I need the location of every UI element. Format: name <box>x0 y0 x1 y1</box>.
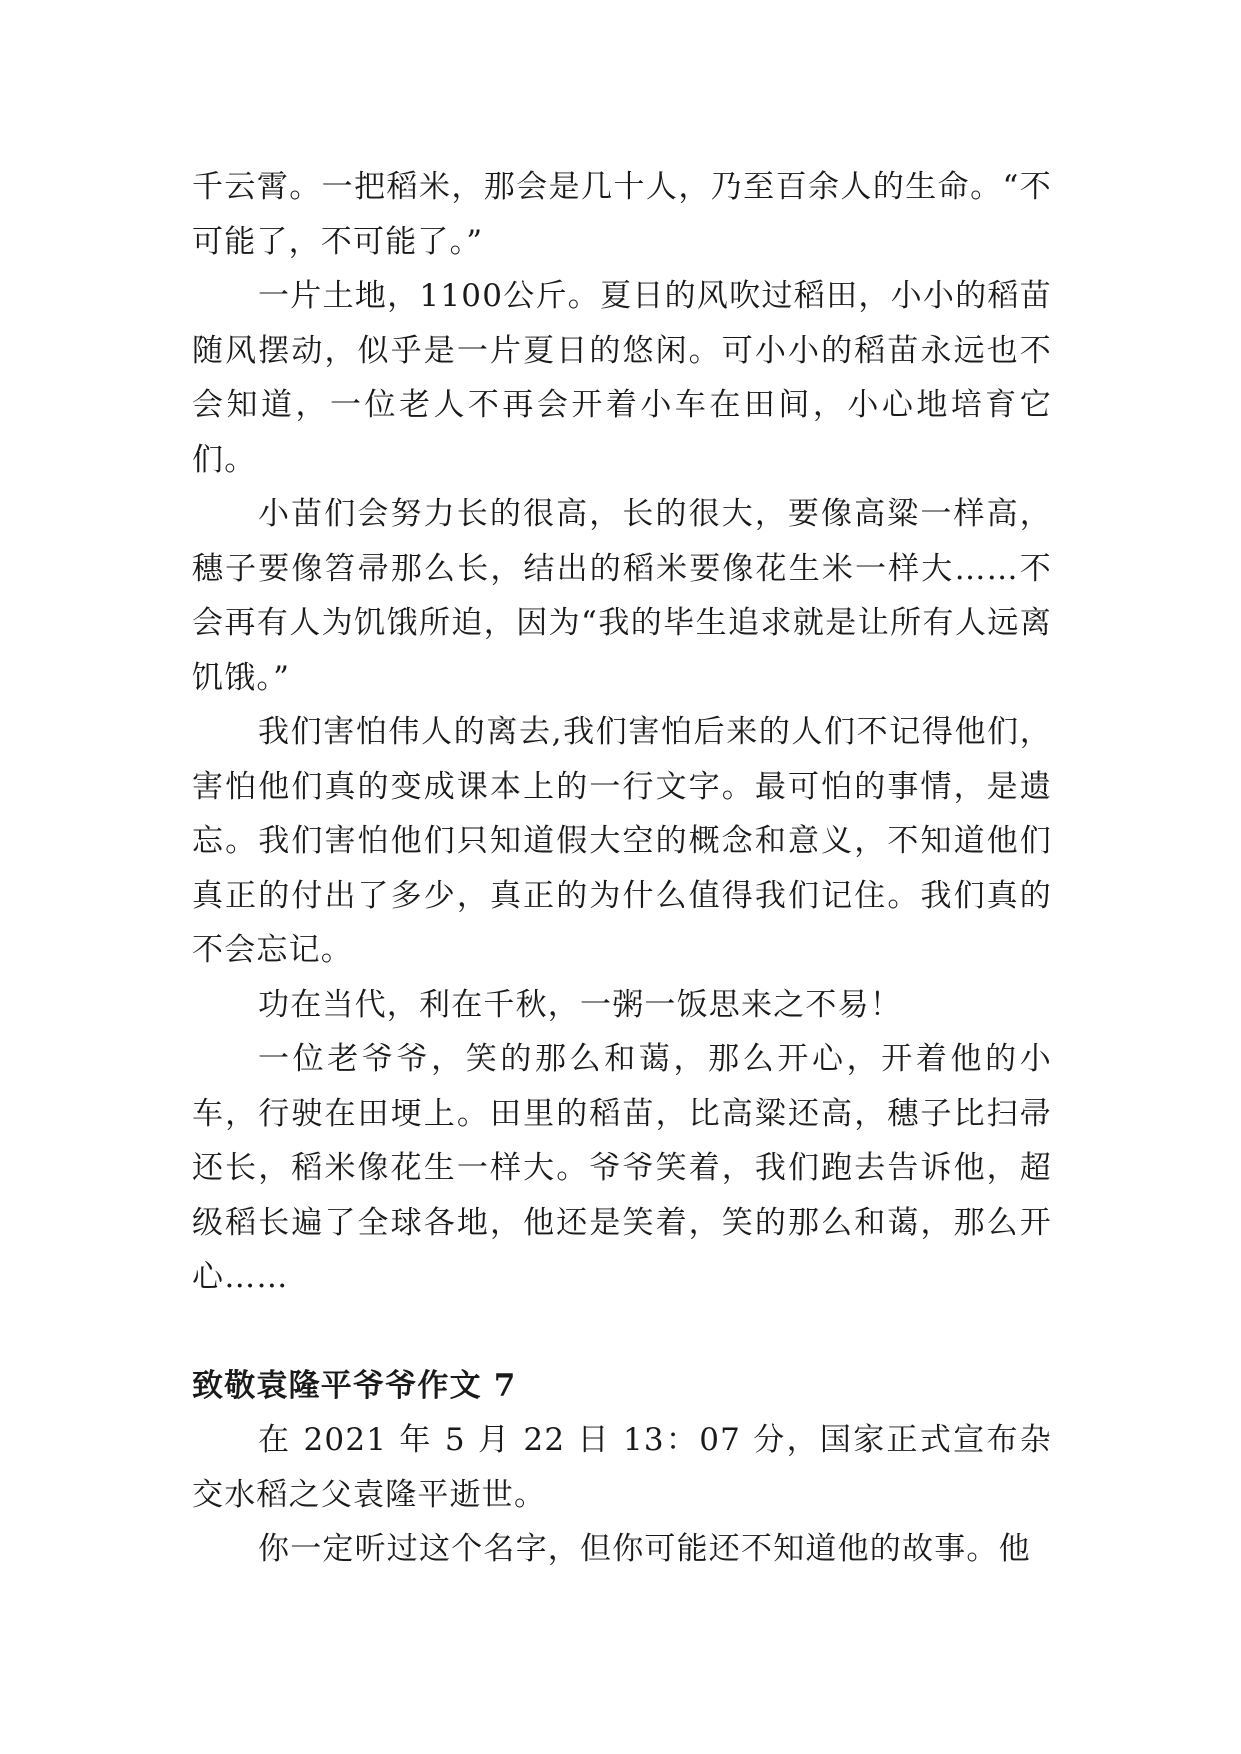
document-body <box>192 160 1052 1577</box>
paragraph: 小苗们会努力长的很高，长的很大，要像高粱一样高，穗子要像笤帚那么长，结出的稻米要像花生米一样大……不会再有人为饥饿所迫，因为“我的毕生追求就是让所有人远离饥饿。” <box>192 496 1052 696</box>
paragraph: 我们害怕伟人的离去,我们害怕后来的人们不记得他们，害怕他们真的变成课本上的一行文字。最可怕的事情，是遗忘。我们害怕他们只知道假大空的概念和意义，不知道他们真正的付出了多少，真正的为什么值得我们记住。我们真的不会忘记。 <box>192 714 1052 968</box>
paragraph: 千云霄。一把稻米，那会是几十人，乃至百余人的生命。“不可能了，不可能了。” <box>192 169 1052 260</box>
section-title: 致敬袁隆平爷爷作文 7 <box>192 1367 517 1404</box>
paragraph: 一片土地，1100公斤。夏日的风吹过稻田，小小的稻苗随风摆动，似乎是一片夏日的悠闲。可小小的稻苗永远也不会知道，一位老人不再会开着小车在田间，小心地培育它们。 <box>192 278 1052 478</box>
paragraph: 你一定听过这个名字，但你可能还不知道他的故事。他 <box>258 1531 1031 1567</box>
paragraph: 功在当代，利在千秋，一粥一饭思来之不易！ <box>258 986 902 1023</box>
paragraph: 在 2021 年 5 月 22 日 13：07 分，国家正式宣布杂交水稻之父袁隆平逝世。 <box>192 1422 1052 1513</box>
paragraph: 一位老爷爷，笑的那么和蔼，那么开心，开着他的小车，行驶在田埂上。田里的稻苗，比高粱还高，穗子比扫帚还长，稻米像花生一样大。爷爷笑着，我们跑去告诉他，超级稻长遍了全球各地，他还是笑着，笑的那么和蔼，那么开心…… <box>192 1041 1052 1295</box>
